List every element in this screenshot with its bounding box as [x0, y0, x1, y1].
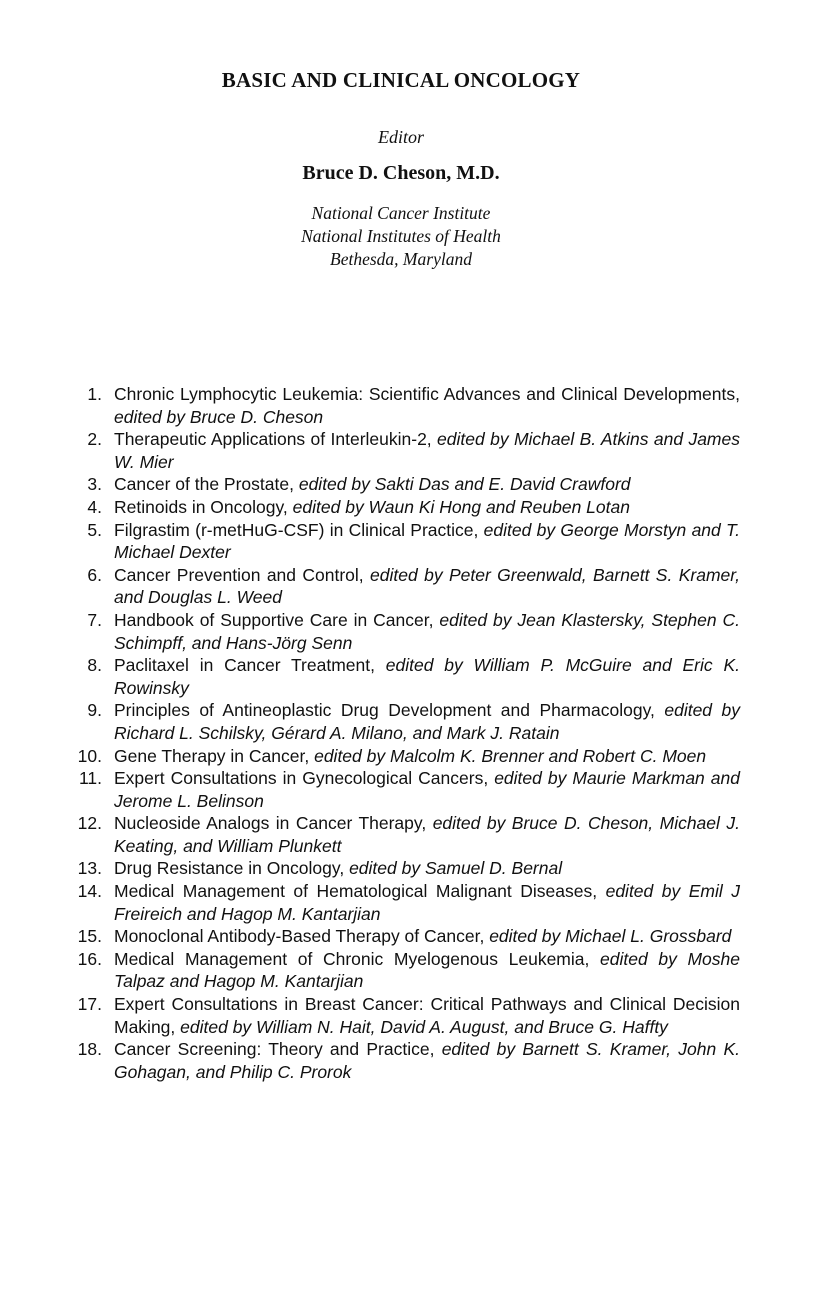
affiliation-line: National Cancer Institute	[311, 203, 491, 223]
book-number: 2.	[87, 429, 102, 450]
book-list-item	[70, 564, 740, 609]
book-list-item	[70, 473, 740, 496]
book-editors: edited by George Morstyn and T. Michael Dexter	[114, 519, 740, 563]
book-title: Therapeutic Applications of Interleukin-2,	[114, 429, 432, 450]
book-title: Medical Management of Hematological Malignant Diseases,	[114, 881, 598, 902]
book-list-item	[70, 880, 740, 925]
book-number: 14.	[77, 881, 102, 902]
book-editors: edited by Emil J Freireich and Hagop M. Kantarjian	[114, 881, 740, 924]
book-title: Cancer of the Prostate,	[114, 474, 294, 495]
book-title: Monoclonal Antibody-Based Therapy of Cancer,	[114, 926, 485, 947]
book-list-item	[70, 609, 740, 654]
book-editors: edited by Barnett S. Kramer, John K. Gohagan, and Philip C. Prorok	[114, 1039, 740, 1082]
editor-label: Editor	[377, 127, 424, 147]
book-number: 15.	[77, 926, 102, 947]
book-editors: edited by Bruce D. Cheson, Michael J. Keating, and William Plunkett	[114, 813, 740, 856]
book-list	[70, 383, 740, 1083]
book-number: 1.	[87, 384, 102, 404]
book-list-item	[70, 948, 740, 993]
book-editors: edited by Michael L. Grossbard	[489, 926, 732, 947]
book-list-item	[70, 812, 740, 857]
book-title: Cancer Screening: Theory and Practice,	[114, 1039, 435, 1060]
book-editors: edited by Jean Klastersky, Stephen C. Schimpff, and Hans-Jörg Senn	[114, 609, 741, 653]
book-number: 11.	[78, 768, 102, 789]
book-list-item	[70, 383, 740, 428]
book-title: Drug Resistance in Oncology,	[114, 858, 345, 879]
book-number: 3.	[87, 474, 102, 495]
book-number: 10.	[77, 745, 102, 766]
book-editors: edited by Richard L. Schilsky, Gérard A. Milano, and Mark J. Ratain	[114, 700, 740, 743]
book-list-item	[70, 519, 740, 564]
book-number: 13.	[77, 858, 102, 879]
book-editors: edited by Sakti Das and E. David Crawford	[298, 474, 631, 495]
book-title: Filgrastim (r-metHuG-CSF) in Clinical Practice,	[114, 519, 479, 540]
editor-affiliation	[0, 202, 802, 271]
book-title: Handbook of Supportive Care in Cancer,	[114, 609, 434, 630]
book-list-item	[70, 496, 740, 519]
book-list-item	[70, 745, 740, 768]
book-title: Cancer Prevention and Control,	[114, 564, 364, 585]
book-list-item	[70, 767, 740, 812]
book-title: Expert Consultations in Gynecological Cancers,	[114, 768, 489, 789]
book-title: Nucleoside Analogs in Cancer Therapy,	[114, 813, 427, 834]
book-title: Gene Therapy in Cancer,	[114, 745, 310, 766]
book-number: 6.	[87, 564, 102, 585]
book-number: 12.	[77, 813, 102, 834]
book-list-item	[70, 993, 740, 1038]
series-title: BASIC AND CLINICAL ONCOLOGY	[221, 68, 581, 92]
book-editors: edited by Malcolm K. Brenner and Robert C. Moen	[314, 745, 707, 766]
book-title: Chronic Lymphocytic Leukemia: Scientific Advances and Clinical Developments,	[114, 384, 740, 404]
book-number: 7.	[87, 609, 102, 630]
book-editors: edited by Michael B. Atkins and James W. Mier	[114, 429, 740, 472]
book-editors: edited by Samuel D. Bernal	[349, 858, 563, 879]
book-editors: edited by Bruce D. Cheson	[114, 406, 324, 427]
book-number: 5.	[87, 519, 102, 540]
book-number: 4.	[87, 496, 102, 517]
book-number: 9.	[87, 700, 102, 721]
book-number: 16.	[77, 948, 102, 969]
book-title: Principles of Antineoplastic Drug Development and Pharmacology,	[114, 700, 655, 721]
book-editors: edited by Moshe Talpaz and Hagop M. Kantarjian	[114, 948, 740, 992]
book-list-item	[70, 699, 740, 744]
book-editors: edited by William N. Hait, David A. August, and Bruce G. Haffty	[180, 1016, 668, 1037]
editor-name: Bruce D. Cheson, M.D.	[302, 162, 500, 184]
book-editors: edited by William P. McGuire and Eric K. Rowinsky	[114, 655, 740, 698]
book-number: 8.	[87, 655, 102, 676]
book-list-item	[70, 654, 740, 699]
affiliation-line: National Institutes of Health	[301, 226, 501, 246]
book-list-item	[70, 925, 740, 948]
book-editors: edited by Maurie Markman and Jerome L. Belinson	[114, 768, 740, 811]
book-number: 17.	[77, 994, 102, 1015]
book-title: Paclitaxel in Cancer Treatment,	[114, 655, 375, 676]
book-title: Retinoids in Oncology,	[114, 496, 288, 517]
book-editors: edited by Waun Ki Hong and Reuben Lotan	[292, 496, 630, 517]
book-number: 18.	[77, 1039, 102, 1060]
book-list-item	[70, 428, 740, 473]
book-list-item	[70, 1038, 740, 1083]
book-title: Medical Management of Chronic Myelogenous Leukemia,	[114, 948, 590, 969]
book-editors: edited by Peter Greenwald, Barnett S. Kramer, and Douglas L. Weed	[114, 564, 740, 608]
book-title: Expert Consultations in Breast Cancer: Critical Pathways and Clinical Decision Making,	[114, 994, 740, 1037]
book-list-item	[70, 857, 740, 880]
affiliation-line: Bethesda, Maryland	[330, 249, 472, 269]
